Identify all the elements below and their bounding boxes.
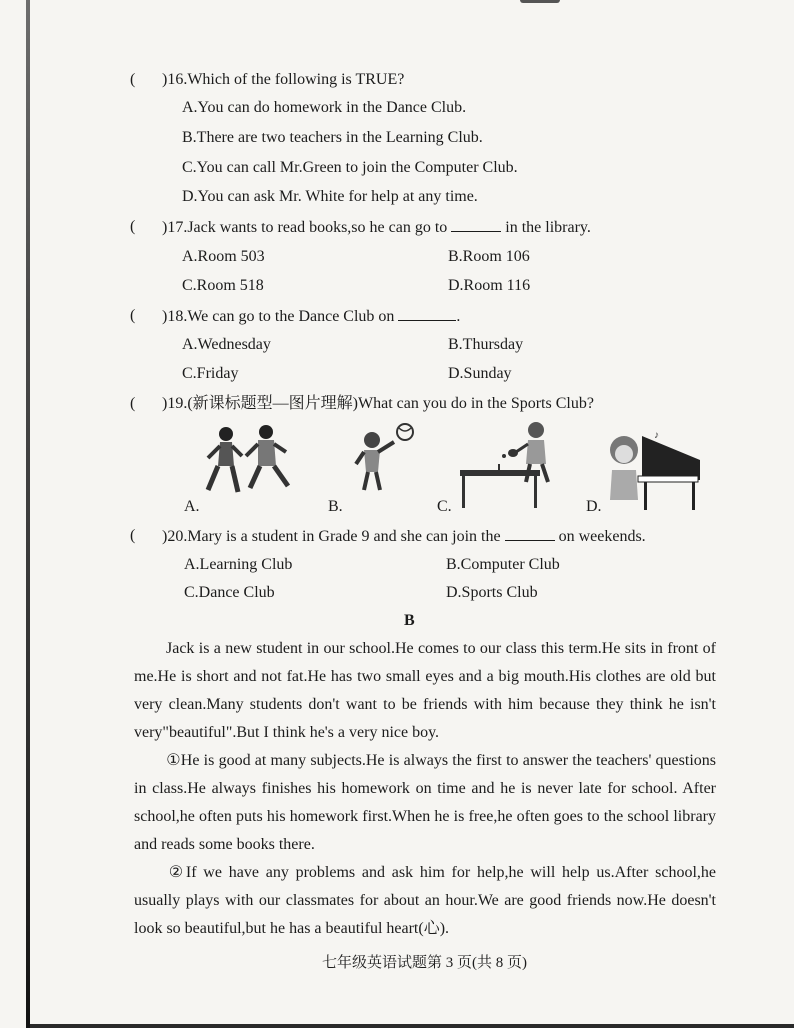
page-edge-top	[520, 0, 560, 3]
passage-paragraph-2	[134, 747, 716, 859]
question-16-stem: )16.Which of the following is TRUE?	[162, 71, 405, 88]
passage-text: Jack is a new student in our school.He comes to our class this term.He sits in front of me.He is short and not fat.He has two small eyes and a big mouth.His clothes are old but very clean.Many students don't want to be friends with him because they think he isn't very"beautiful".But I think he's a very nice boy.	[134, 640, 716, 741]
answer-paren: (	[130, 307, 136, 324]
q19-label-b: B.	[328, 498, 343, 515]
q17-option-b: B.Room 106	[448, 248, 530, 265]
table-tennis-picture	[458, 420, 558, 510]
running-picture	[202, 422, 298, 512]
q20-stem-after: on weekends.	[558, 528, 646, 545]
q18-stem-after: .	[456, 308, 461, 325]
q20-option-a: A.Learning Club	[184, 556, 293, 573]
page-footer: 七年级英语试题第 3 页(共 8 页)	[322, 955, 527, 971]
answer-paren: (	[130, 71, 136, 88]
q20-option-d: D.Sports Club	[446, 584, 538, 601]
passage-text: ①He is good at many subjects.He is always the first to answer the teachers' questions in class.He always finishes his homework on time and he is never late for school. After school,he often puts his homework first.When he is free,he often goes to the school library and reads some books there.	[134, 752, 716, 853]
q16-option-d: D.You can ask Mr. White for help at any time.	[182, 188, 478, 205]
answer-paren: (	[130, 527, 136, 544]
question-20-stem	[162, 526, 646, 547]
question-19-stem: )19.(新课标题型—图片理解)What can you do in the Sports Club?	[162, 395, 594, 412]
q16-option-a: A.You can do homework in the Dance Club.	[182, 99, 467, 116]
q20-stem-before: )20.Mary is a student in Grade 9 and she can join the	[162, 528, 501, 545]
q17-option-a: A.Room 503	[182, 248, 265, 265]
q20-option-b: B.Computer Club	[446, 556, 560, 573]
answer-paren: (	[130, 395, 136, 412]
q16-option-b: B.There are two teachers in the Learning Club.	[182, 129, 483, 146]
q18-option-a: A.Wednesday	[182, 336, 271, 353]
passage-paragraph-3	[134, 859, 716, 943]
page-edge-left	[26, 0, 30, 1028]
answer-paren: (	[130, 218, 136, 235]
page-edge-bottom	[30, 1024, 794, 1028]
q19-label-a: A.	[184, 498, 200, 515]
q17-option-c: C.Room 518	[182, 277, 264, 294]
passage-paragraph-1	[134, 635, 716, 747]
q16-option-c: C.You can call Mr.Green to join the Computer Club.	[182, 159, 518, 176]
q19-label-c: C.	[437, 498, 452, 515]
question-17-stem	[162, 217, 591, 238]
svg-text:♪: ♪	[654, 430, 659, 441]
q18-option-c: C.Friday	[182, 365, 239, 382]
piano-picture	[604, 430, 704, 514]
q20-option-c: C.Dance Club	[184, 584, 275, 601]
q19-label-d: D.	[586, 498, 602, 515]
answer-blank	[505, 526, 555, 541]
passage-text: ②If we have any problems and ask him for help,he will help us.After school,he usually plays with our classmates for about an hour.We are good friends now.He doesn't look so beautiful,but he has a beautiful heart(心).	[134, 864, 716, 937]
q18-option-b: B.Thursday	[448, 336, 524, 353]
q17-option-d: D.Room 116	[448, 277, 531, 294]
q18-option-d: D.Sunday	[448, 365, 512, 382]
answer-blank	[451, 217, 501, 232]
q18-stem-before: )18.We can go to the Dance Club on	[162, 308, 395, 325]
q17-stem-before: )17.Jack wants to read books,so he can go to	[162, 219, 448, 236]
question-18-stem	[162, 306, 460, 327]
answer-blank	[398, 306, 456, 321]
section-heading: B	[404, 612, 415, 629]
volleyball-picture	[350, 420, 420, 500]
q17-stem-after: in the library.	[505, 219, 591, 236]
